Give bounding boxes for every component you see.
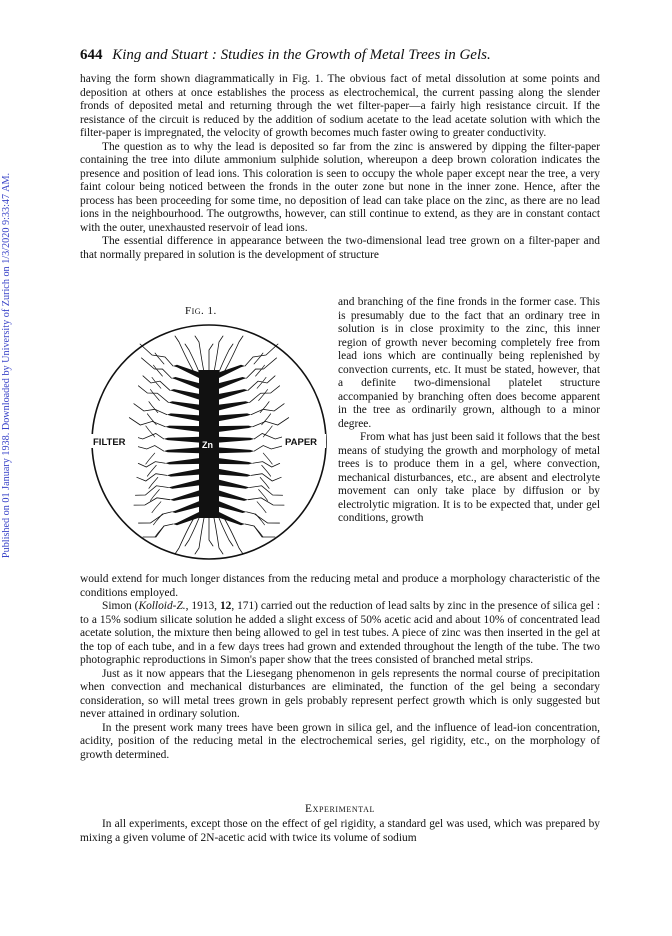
tree-blade: [217, 413, 251, 421]
tree-blade: [165, 426, 201, 433]
p5-rest: , 171) carried out the reduction of lead salts by zinc in the presence of silica gel : to a 15% sodium silicate solution he added a slight excess of 50% acetic acid and about 10% of concentrated lead acetate solution, the mixture then being allowed to gel in test tubes. A piece of zinc was then inserted in the gel at the top of each tube, and in a few days trees had grown and extended throughout the length of the tube. The two photographic reproductions in Simon's paper show that the trees consisted of branched metal strips.: [80, 600, 600, 666]
tree-twig: [262, 414, 271, 425]
paragraph-2: The question as to why the lead is deposited so far from the zinc is answered by dipping the filter-paper containing the tree into dilute ammonium sulphide solution, whereupon a deep brown coloration indicates the presence and position of lead ions. This coloration is seen to occupy the whole paper except near the tree, a very faint colour being noticed between the fronds in the outer zone but none in the inner zone. Hence, after the process has been proceeding for some time, no deposition of lead can take place on the zinc, as there are no lead ions in the neighbourhood. The outgrowths, however, can still continue to extend, as they are in constant contact with the outer, unexhausted reservoir of lead ions.: [80, 140, 600, 234]
p5-journal: Kolloid-Z.: [138, 600, 186, 612]
tree-blade: [217, 479, 250, 489]
tree-twig: [149, 402, 158, 413]
tree-blade: [217, 490, 248, 501]
tree-blade: [171, 377, 201, 390]
tree-twig: [152, 502, 161, 513]
tree-frond: [129, 418, 165, 427]
tree-twig: [147, 414, 156, 425]
tree-frond: [251, 404, 284, 415]
tree-twig: [155, 526, 164, 537]
tree-twig: [260, 402, 269, 413]
tree-blade: [217, 426, 253, 433]
tree-blade: [217, 437, 254, 443]
tree-twig: [149, 477, 158, 488]
tree-frond: [254, 445, 284, 451]
tree-frond: [134, 445, 164, 451]
tree-twig: [256, 365, 265, 376]
tree-twig: [263, 426, 272, 437]
tree-twig: [254, 526, 263, 537]
tree-frond: [135, 486, 168, 495]
tree-twig: [257, 502, 266, 513]
tree-twig: [155, 353, 164, 364]
tree-blade: [217, 401, 250, 411]
tree-blade: [164, 437, 201, 443]
tree-blade: [168, 401, 201, 411]
paragraph-3-start: The essential difference in appearance between the two-dimensional lead tree grown on a filter-paper and that normally prepared in solution is the development of structure: [80, 235, 600, 261]
tree-blade: [217, 458, 253, 465]
paper-label: PAPER: [285, 437, 318, 448]
tree-twig: [150, 389, 159, 400]
tree-blade: [217, 377, 247, 390]
paragraph-3-right: and branching of the fine fronds in the former case. This is presumably due to the fact that an ordinary tree in solution is in close proximity to the zinc, this inner region of growth never becoming completely free from lead ions which are continually being replenished by convection currents, etc. It must be stated, however, that a definite two-dimensional platelet structure accompanied by branching often does become apparent in the tree as ordinarily grown, although to a minor degree.: [338, 296, 600, 430]
tree-frond: [141, 358, 171, 378]
tree-frond: [250, 486, 283, 495]
figure-1-diagram: [86, 318, 332, 568]
tree-blade: [167, 413, 201, 421]
paragraph-8: In all experiments, except those on the effect of gel rigidity, a standard gel was used, which was prepared by mixing a given volume of 2N-acetic acid with twice its volume of sodium: [80, 818, 600, 844]
tree-twig: [153, 514, 162, 525]
download-watermark: [0, 150, 14, 580]
tree-twig: [254, 353, 263, 364]
tree-blade: [167, 469, 201, 477]
tree-blade: [165, 458, 201, 465]
section-heading: Experimental: [305, 803, 375, 815]
tree-blade: [168, 479, 201, 489]
tree-blade: [164, 447, 201, 453]
paragraph-7: In the present work many trees have been grown in silica gel, and the influence of lead-ion concentration, acidity, position of the reducing metal in the electrochemical series, gel rigidity, etc., on the morphology of growth determined.: [80, 721, 600, 761]
tree-frond: [209, 518, 213, 546]
page-number: 644: [80, 47, 103, 63]
tree-frond: [143, 524, 173, 537]
filter-label: FILTER: [93, 437, 126, 448]
text-block-top: [80, 73, 600, 262]
tree-frond: [209, 344, 213, 372]
tree-frond: [245, 524, 275, 537]
tree-blade: [217, 469, 251, 477]
tree-frond: [247, 358, 277, 378]
p5-volume: 12: [219, 600, 232, 612]
zinc-label: Zn: [202, 440, 213, 450]
tree-twig: [259, 389, 268, 400]
text-block-right-column: [338, 296, 600, 526]
text-block-bottom: [80, 818, 600, 845]
tree-blade: [217, 389, 248, 400]
tree-blade: [170, 490, 201, 501]
tree-frond: [253, 462, 280, 467]
p5-author: Simon (: [102, 600, 139, 612]
text-block-middle: [80, 573, 600, 762]
paragraph-6: Just as it now appears that the Liesegang phenomenon in gels represents the normal course of precipitation when convection and mechanical disturbances are eliminated, the function of the gel being a secondary consideration, so will metal trees grown in gels probably represent perfect growth which is only suggested but never attained in ordinary solution.: [80, 667, 600, 720]
tree-blade: [170, 389, 201, 400]
tree-blade: [217, 447, 254, 453]
tree-twig: [260, 477, 269, 488]
tree-twig: [256, 514, 265, 525]
tree-frond: [138, 512, 171, 523]
tree-twig: [146, 426, 155, 437]
download-note: Published on 01 January 1938. Downloaded by University of Zurich on 1/3/2020 9:33:47 AM.: [1, 172, 13, 558]
paragraph-4-right: From what has just been said it follows that the best means of studying the growth and morphology of metal trees is to produce them in a gel, where convection, mechanical disturbances, etc., are absent and electrolyte movement can only take place by diffusion or by electrolytic migration. It is to be expected that, under gel conditions, growth: [338, 431, 600, 524]
tree-blade: [171, 500, 201, 513]
tree-frond: [251, 474, 281, 481]
paragraph-4-end: would extend for much longer distances from the reducing metal and produce a morphology characteristic of the conditions employed.: [80, 573, 600, 599]
tree-blade: [217, 500, 247, 513]
running-header: [80, 47, 600, 64]
tree-frond: [134, 404, 167, 415]
figure-caption: Fig. 1.: [185, 305, 217, 317]
tree-frond: [250, 386, 280, 403]
p5-year: , 1913,: [185, 600, 220, 612]
tree-frond: [253, 418, 289, 427]
paragraph-1: having the form shown diagrammatically in Fig. 1. The obvious fact of metal dissolution at some points and deposition at others at once establishes the process as electrochemical, the current passing along the slender fronds of deposited metal and returning through the wet filter-paper—a fairly high resistance circuit. If the resistance of the circuit is reduced by the addition of sodium acetate to the lead acetate solution with which the filter-paper is impregnated, the velocity of growth becomes much faster owing to greater conductivity.: [80, 73, 600, 139]
tree-twig: [153, 365, 162, 376]
tree-frond: [138, 386, 168, 403]
running-title: King and Stuart : Studies in the Growth of Metal Trees in Gels.: [112, 47, 491, 63]
tree-frond: [138, 462, 165, 467]
tree-frond: [137, 474, 167, 481]
tree-frond: [247, 512, 280, 523]
paragraph-5: [80, 600, 600, 668]
